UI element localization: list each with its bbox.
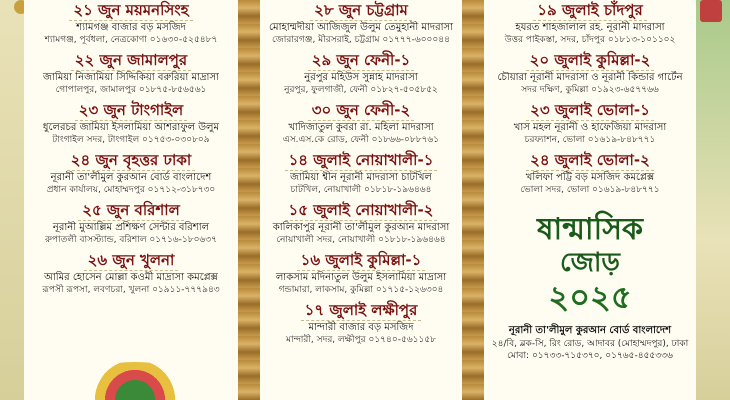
- schedule-column-2: [260, 0, 462, 400]
- schedule-entry: [30, 100, 232, 146]
- entry-date-location: ১৭ জুলাই লক্ষীপুর: [301, 300, 422, 321]
- entry-address-phone: রূপসী রূপসা, লবণচরা, খুলনা ০১৯১১-৭৭৭৯৪৩: [42, 285, 220, 295]
- entry-venue: লাকসাম মদিনাতুল উলুম ইসলামিয়া মাদ্রাসা: [275, 272, 447, 283]
- entry-venue: জামিয়া শ্বীন নূরানী মাদরাসা চাটখিল: [290, 172, 432, 183]
- schedule-entry: [490, 150, 690, 196]
- schedule-entry: [30, 50, 232, 96]
- entry-address-phone: নুরপুর, ফুলগাজী, ফেনী ০১৮২৭-৫০৫৮৫২: [284, 85, 438, 95]
- entry-venue: নূরানী তা'লীমুল কুরআন বোর্ড বাংলাদেশ: [50, 172, 212, 183]
- entry-date-location: ১৪ জুলাই নোয়াখালী-১: [285, 150, 438, 171]
- schedule-entry: [30, 0, 232, 46]
- entry-date-location: ২১ জুন ময়মনসিংহ: [69, 0, 192, 21]
- schedule-entry: [30, 200, 232, 246]
- entry-date-location: ১৬ জুলাই কুমিল্লা-১: [297, 250, 426, 271]
- schedule-column-1: [24, 0, 238, 400]
- entry-date-location: ২৪ জুলাই ভোলা-২: [526, 150, 654, 171]
- entry-venue: খলিফা পট্টি বড় মসজিদ কমপ্লেক্স: [525, 172, 655, 183]
- entry-date-location: ২৪ জুন বৃহত্তর ঢাকা: [67, 150, 195, 171]
- entry-venue: খাস মহল নূরানী ও হাফেজিয়া মাদরাসা: [513, 122, 667, 133]
- schedule-column-3: [484, 0, 696, 400]
- entry-venue: আমির হোসেন মোল্লা কওমী মাদ্রাসা কমপ্লেক্স: [44, 272, 218, 283]
- entry-date-location: ৩০ জুন ফেনী-২: [308, 100, 415, 121]
- entry-address-phone: মান্দারী, সদর, লক্ষীপুর ০১৭৪০-৫৬১১৫৮: [285, 335, 437, 345]
- entry-date-location: ২০ জুলাই কুমিল্লা-২: [526, 50, 655, 71]
- promo-block: [490, 212, 690, 362]
- entry-venue: হযরত শাহজালাল রহ. নূরানী মাদরাসা: [515, 22, 665, 33]
- corner-ornament-right: [700, 0, 722, 22]
- schedule-entry: [266, 150, 456, 196]
- entry-venue: নূরানী মুআল্লিম প্রশিক্ষণ সেন্টার বরিশাল: [52, 222, 210, 233]
- promo-subtitle: জোড়: [560, 248, 620, 278]
- entry-address-phone: গোপালপুর, জামালপুর ০১৮৭৫-৮৫৬৫৬১: [55, 85, 207, 95]
- entry-date-location: ১৫ জুলাই নোয়াখালী-২: [285, 200, 438, 221]
- schedule-entry: [30, 250, 232, 296]
- entry-address-phone: চরফ্যাশন, ভোলা ০১৬১৯-৮৪৮৭৭১: [524, 135, 656, 145]
- entry-address-phone: সদর দক্ষিণ, কুমিল্লা ০১৯২৩-৬৫৭৭৬৬: [521, 85, 659, 95]
- right-border-decoration: [696, 0, 730, 400]
- schedule-entry: [30, 150, 232, 196]
- entry-venue: মান্দারী বাজার বড় মসজিদ: [308, 322, 414, 333]
- entry-address-phone: শ্যামগঞ্জ, পূর্বধলা, নেত্রকোণা ০১৬৩০-৫২৫৪৮৭: [44, 35, 218, 45]
- entry-venue: কালিকাপুর নূরানী তা'লীমুল কুরআন মাদরাসা: [272, 222, 450, 233]
- entry-address-phone: উত্তর পাইকস্তা, সদর, চাঁদপুর ০১৮১৩-১০১১০২: [504, 35, 676, 45]
- entry-address-phone: প্রধান কার্যালয়, মোহাম্মদপুর ০১৭১২-৩১৮৭৩০: [46, 185, 216, 195]
- ornamental-pillar-left: [238, 0, 260, 400]
- schedule-entry: [490, 100, 690, 146]
- entry-date-location: ২৯ জুন ফেনী-১: [308, 50, 415, 71]
- entry-date-location: ২৩ জুলাই ভোলা-১: [526, 100, 654, 121]
- entry-venue: শ্যামগঞ্জ বাজার বড় মসজিদ: [76, 22, 186, 33]
- entry-date-location: ২৩ জুন টাংগাইল: [75, 100, 187, 121]
- organizer-name: নূরানী তা'লীমুল কুরআন বোর্ড বাংলাদেশ: [508, 325, 672, 336]
- entry-address-phone: নোয়াখালী সদর, নোয়াখালী ০১৮১৮-১৯৬৪৬৪: [276, 235, 446, 245]
- entry-address-phone: জোরারগঞ্জ, মীরসরাই, চট্টগ্রাম ০১৭৭৭-৬০০০৪৪: [272, 35, 450, 45]
- entry-venue: ধুলেরচর জামিয়া ইসলামিয়া আশরাফুল উলুম: [42, 122, 220, 133]
- schedule-entry: [266, 300, 456, 346]
- entry-date-location: ১৯ জুলাই চাঁদপুর: [533, 0, 646, 21]
- entry-venue: চৌয়ারা নূরানী মাদরাসা ও নূরানী কিন্ডার গার্টেন: [497, 72, 683, 83]
- promo-year: ২০২৫: [548, 278, 632, 316]
- schedule-entry: [490, 50, 690, 96]
- entry-venue: নুরপুর মহিউস সুন্নাহ মাদরাসা: [304, 72, 418, 83]
- schedule-entry: [266, 200, 456, 246]
- entry-venue: জামিয়া নিজামিয়া সিদ্দিকিয়া বরুরিয়া মাদ্রাসা: [43, 72, 219, 83]
- entry-address-phone: ভোলা সদর, ভোলা ০১৬১৯-৮৪৮৭৭১: [520, 185, 660, 195]
- entry-date-location: ২২ জুন জামালপুর: [71, 50, 191, 71]
- schedule-entry: [266, 50, 456, 96]
- entry-address-phone: গন্ডামারা, লাকসাম, কুমিল্লা ০১৭১৫-১২৬৩০৪: [278, 285, 444, 295]
- schedule-entry: [490, 0, 690, 46]
- entry-venue: খাদিজাতুল কুবরা রা. মহিলা মাদরাসা: [288, 122, 434, 133]
- schedule-entry: [266, 100, 456, 146]
- entry-date-location: ২৬ জুন খুলনা: [84, 250, 179, 271]
- schedule-entry: [266, 250, 456, 296]
- promo-title: ষান্মাসিক: [536, 212, 644, 247]
- calligraphy-emblem-image: [80, 362, 190, 400]
- organizer-address: ২৪/বি, ব্লক-সি, রিং রোড, আদাবর (মোহাম্মদপুর), ঢাকা: [491, 339, 689, 349]
- left-border-decoration: [0, 0, 24, 400]
- entry-date-location: ২৫ জুন বরিশাল: [78, 200, 184, 221]
- entry-address-phone: চাটখিল, নোয়াখালী ০১৮১৮-১৯৬৪৬৪: [290, 185, 432, 195]
- organizer-phone: মোবা: ০১৭৩৩-৭১৫৩৭০, ০১৭৬৫-৪৫৫৩৩৬: [507, 351, 673, 361]
- entry-address-phone: টাংগাইল সদর, টাংগাইল ০১৭৫৩-০৩০৮০৯: [52, 135, 210, 145]
- schedule-entry: [266, 0, 456, 46]
- entry-date-location: ২৮ জুন চট্টগ্রাম: [310, 0, 412, 21]
- entry-venue: মোহাম্মদীয়া আজিজুল উলুম তেমুহানী মাদরাসা: [268, 22, 454, 33]
- entry-address-phone: এস.এস.কে রোড, ফেনী ০১৮৬৬-০৮৮৭৬১: [282, 135, 440, 145]
- ornamental-pillar-right: [462, 0, 484, 400]
- entry-address-phone: রুপাতলী বাসস্ট্যান্ড, বরিশাল ০১৭১৬-১৮০৬৩৭: [45, 235, 217, 245]
